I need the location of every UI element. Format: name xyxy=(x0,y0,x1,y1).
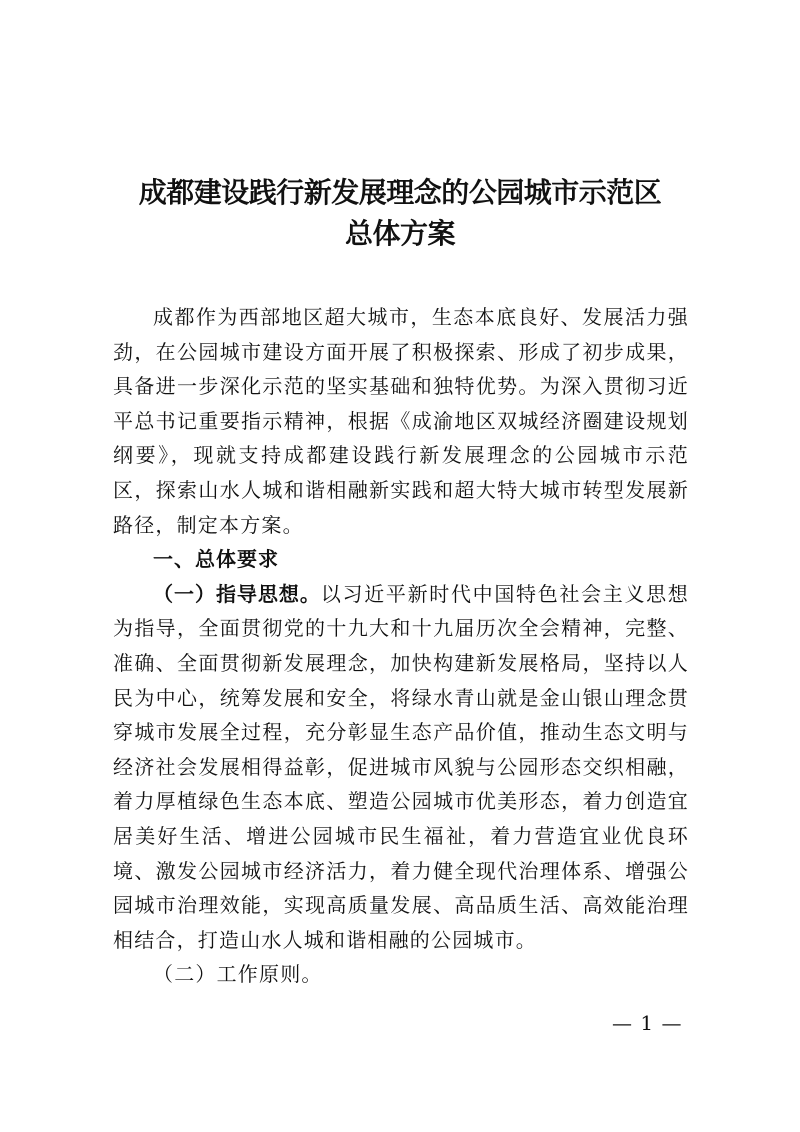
section-heading-overall-requirements: 一、总体要求 xyxy=(153,547,279,572)
intro-paragraph: 成都作为西部地区超大城市，生态本底良好、发展活力强劲，在公园城市建设方面开展了积极探索、形成了初步成果，具备进一步深化示范的坚实基础和独特优势。为深入贯彻习近平总书记重要指示精神，根据《成渝地区双城经济圈建设规划纲要》，现就支持成都建设践行新发展理念的公园城市示范区，探索山水人城和谐相融新实践和超大特大城市转型发展新路径，制定本方案。 xyxy=(113,305,689,537)
guiding-ideology-paragraph xyxy=(113,577,689,958)
working-principles-lead: （二）工作原则。 xyxy=(153,962,323,987)
document-title-line-1: 成都建设践行新发展理念的公园城市示范区 xyxy=(138,176,662,209)
guiding-ideology-lead: （一）指导思想。 xyxy=(153,581,321,606)
document-body xyxy=(113,300,689,992)
guiding-ideology-text: 以习近平新时代中国特色社会主义思想为指导，全面贯彻党的十九大和十九届历次全会精神，完整、准确、全面贯彻新发展理念，加快构建新发展格局，坚持以人民为中心，统筹发展和安全，将绿水青山就是金山银山理念贯穿城市发展全过程，充分彰显生态产品价值，推动生态文明与经济社会发展相得益彰，促进城市风貌与公园形态交织相融，着力厚植绿色生态本底、塑造公园城市优美形态，着力创造宜居美好生活、增进公园城市民生福祉，着力营造宜业优良环境、激发公园城市经济活力，着力健全现代治理体系、增强公园城市治理效能，实现高质量发展、高品质生活、高效能治理相结合，打造山水人城和谐相融的公园城市。 xyxy=(113,581,690,952)
page-number: — 1 — xyxy=(612,1011,683,1035)
document-title-line-2: 总体方案 xyxy=(344,217,455,250)
working-principles-paragraph xyxy=(113,957,689,992)
